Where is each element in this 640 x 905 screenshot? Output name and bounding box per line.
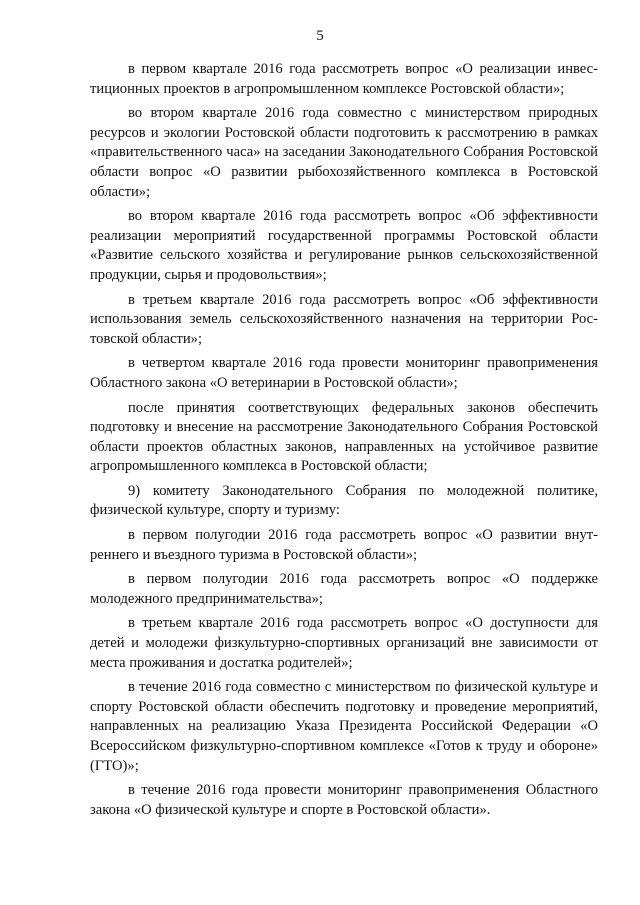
paragraph-9: в первом полугодии 2016 года рассмотреть вопрос «О поддержке молодежного предпринимательства»; [90,571,598,607]
paragraph-6: после принятия соответствующих федеральных законов обеспечить подготовку и внесение на рассмотрение Законодательного Собрания Ростовской области проектов областных законов, направленных на устойчивое развитие агропромышленного комплекса в Ростовской области; [90,399,598,475]
paragraph-5: в четвертом квартале 2016 года провести мониторинг правоприменения Областного закона «О ветеринарии в Ростовской области»; [90,355,598,391]
paragraph-2: во втором квартале 2016 года совместно с министерством природных ресурсов и экологии Ростовской области подготовить к рассмотрению в рамках «правительственного часа» на заседании Законодательного Собрания Ростовской области вопрос «О развитии рыбохозяйственного комплекса в Ростовской области»; [90,105,598,200]
paragraph-10: в третьем квартале 2016 года рассмотреть вопрос «О доступности для детей и молодежи физкультурно-спортивных организаций вне зависимости от места проживания и достатка родителей»; [90,615,598,671]
paragraph-8: в первом полугодии 2016 года рассмотреть вопрос «О развитии внутреннего и въездного туризма в Ростовской области»; [90,527,598,563]
document-body [90,60,598,825]
page-number: 5 [316,28,324,44]
paragraph-7: 9) комитету Законодательного Собрания по молодежной политике, физической культуре, спорту и туризму: [90,482,598,519]
paragraph-1: в первом квартале 2016 года рассмотреть вопрос «О реализации инвестиционных проектов в агропромышленном комплексе Ростовской области»; [90,61,598,97]
paragraph-4: в третьем квартале 2016 года рассмотреть вопрос «Об эффективности использования земель сельскохозяйственного назначения на территории Ростовской области»; [90,291,598,347]
paragraph-11: в течение 2016 года совместно с министерством по физической культуре и спорту Ростовской области обеспечить подготовку и проведение мероприятий, направленных на реализацию Указа Президента Российской Федерации «О Всероссийском физкультурно-спортивном комплексе «Готов к труду и обороне» (ГТО)»; [90,679,598,774]
paragraph-12: в течение 2016 года провести мониторинг правоприменения Областного закона «О физической культуре и спорте в Ростовской области». [90,782,598,818]
paragraph-3: во втором квартале 2016 года рассмотреть вопрос «Об эффективности реализации мероприятий государственной программы Ростовской области «Развитие сельского хозяйства и регулирование рынков сельскохозяйственной продукции, сырья и продовольствия»; [90,208,598,283]
